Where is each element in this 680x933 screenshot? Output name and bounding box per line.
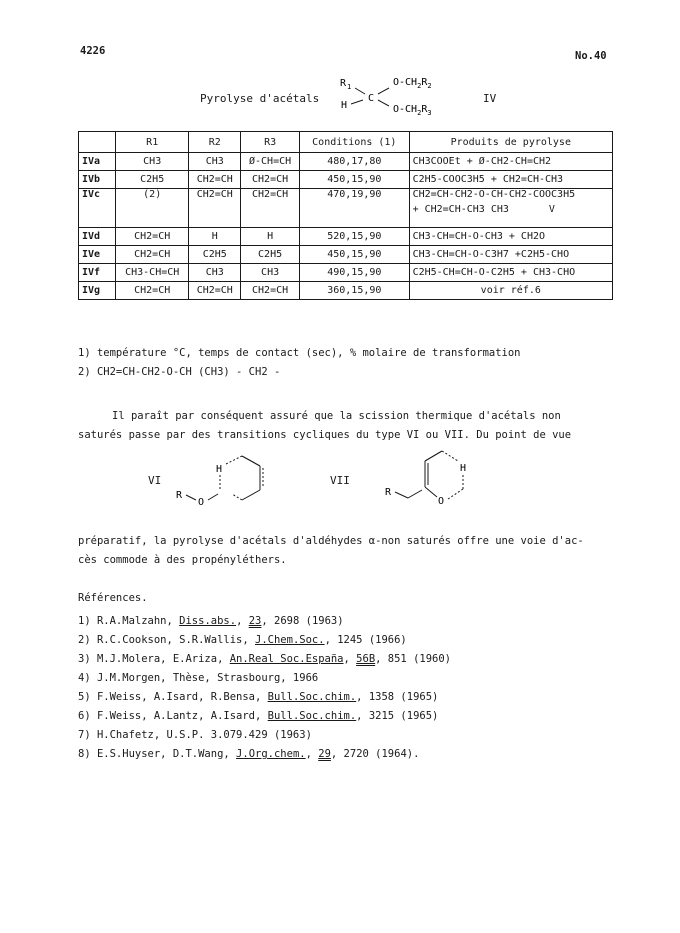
reference-item: 2) R.C.Cookson, S.R.Wallis, J.Chem.Soc., 1245 (1966): [78, 634, 407, 646]
col-header-r2: R2: [189, 132, 241, 153]
acetal-formula: [335, 70, 475, 120]
formula-roman: IV: [483, 92, 497, 105]
paragraph-line-2: saturés passe par des transitions cycliques du type VI ou VII. Du point de vue: [78, 429, 572, 441]
vi-r: R: [176, 490, 183, 501]
svg-text:O-CH2R2: [393, 77, 432, 90]
cell-r3: CH2=CH: [241, 171, 300, 189]
cell-r3: Ø-CH=CH: [241, 153, 300, 171]
page-number: 4226: [80, 45, 106, 57]
product-line-2: [413, 204, 609, 215]
table-header-row: [79, 132, 613, 153]
references-heading: Références.: [78, 592, 148, 604]
cell-r2: CH2=CH: [189, 282, 241, 300]
cell-r1: CH2=CH: [116, 282, 189, 300]
cell-r3: CH2=CH: [241, 282, 300, 300]
cell-r3: CH3: [241, 264, 300, 282]
cell-conditions: 520,15,90: [300, 228, 410, 246]
cell-products: CH3COOEt + Ø-CH2-CH=CH2: [409, 153, 612, 171]
cell-products: [409, 189, 612, 228]
reference-item: 8) E.S.Huyser, D.T.Wang, J.Org.chem., 29, 2720 (1964).: [78, 748, 420, 760]
cell-id: IVa: [79, 153, 116, 171]
table-row: [79, 153, 613, 171]
formula-top-c: R: [421, 77, 428, 88]
col-header-products: Produits de pyrolyse: [409, 132, 612, 153]
table-row: [79, 171, 613, 189]
svg-text:O-CH2R3: [393, 104, 432, 117]
cell-r1: CH3-CH=CH: [116, 264, 189, 282]
cell-r1: CH2=CH: [116, 228, 189, 246]
cell-r3: C2H5: [241, 246, 300, 264]
cell-products: voir réf.6: [409, 282, 612, 300]
cell-products: CH3-CH=CH-O-C3H7 +C2H5-CHO: [409, 246, 612, 264]
cell-products: CH3-CH=CH-O-CH3 + CH2O: [409, 228, 612, 246]
cell-r1: C2H5: [116, 171, 189, 189]
product-line-2-text: + CH2=CH-CH3 CH3: [412, 204, 509, 215]
formula-bot-b: 2: [417, 109, 422, 117]
footnote-1: 1) température °C, temps de contact (sec), % molaire de transformation: [78, 347, 521, 359]
col-header-conditions: Conditions (1): [300, 132, 410, 153]
vii-h: H: [460, 463, 467, 474]
paragraph-line-1: Il paraît par conséquent assuré que la scission thermique d'acétals non: [112, 410, 561, 422]
cell-products: C2H5-CH=CH-O-C2H5 + CH3-CHO: [409, 264, 612, 282]
table-row: [79, 246, 613, 264]
product-line-1: CH2=CH-CH2-O-CH-CH2-COOC3H5: [412, 189, 576, 200]
table-row: [79, 228, 613, 246]
cell-id: IVf: [79, 264, 116, 282]
table-row: [79, 264, 613, 282]
cell-r1: CH3: [116, 153, 189, 171]
structure-vii-label: VII: [330, 474, 350, 487]
formula-bot-c: R: [421, 104, 428, 115]
cell-r1: (2): [116, 189, 189, 228]
col-header-r3: R3: [241, 132, 300, 153]
table-row: [79, 189, 613, 228]
section-title: Pyrolyse d'acétals: [200, 92, 320, 105]
formula-bot-a: O-CH: [393, 104, 418, 115]
formula-r1-sub: 1: [347, 83, 352, 91]
col-header-id: [79, 132, 116, 153]
reference-item: 4) J.M.Morgen, Thèse, Strasbourg, 1966: [78, 672, 319, 684]
paragraph-line-3: préparatif, la pyrolyse d'acétals d'aldéhydes α-non saturés offre une voie d'ac-: [78, 535, 584, 547]
cell-r3: CH2=CH: [241, 189, 300, 228]
cell-conditions: 450,15,90: [300, 246, 410, 264]
reference-item: 3) M.J.Molera, E.Ariza, An.Real Soc.España, 56B, 851 (1960): [78, 653, 451, 665]
vi-h: H: [216, 464, 223, 475]
journal-issue: No.40: [575, 50, 607, 62]
structure-vii: [380, 445, 490, 520]
formula-r1: R: [340, 78, 347, 89]
cell-r2: H: [189, 228, 241, 246]
formula-c: C: [368, 93, 375, 104]
cell-conditions: 490,15,90: [300, 264, 410, 282]
formula-bot-d: 3: [427, 109, 432, 117]
formula-top-d: 2: [427, 82, 432, 90]
vi-o: O: [198, 497, 205, 508]
footnote-2: 2) CH2=CH-CH2-O-CH (CH3) - CH2 -: [78, 366, 281, 378]
cell-r1: CH2=CH: [116, 246, 189, 264]
cell-r2: CH3: [189, 153, 241, 171]
formula-h: H: [341, 100, 348, 111]
formula-top-a: O-CH: [393, 77, 418, 88]
cell-r2: C2H5: [189, 246, 241, 264]
cell-conditions: 450,15,90: [300, 171, 410, 189]
vii-r: R: [385, 487, 392, 498]
cell-r2: CH3: [189, 264, 241, 282]
vii-o: O: [438, 496, 445, 507]
cell-id: IVd: [79, 228, 116, 246]
table-row: [79, 282, 613, 300]
cell-r3: H: [241, 228, 300, 246]
cell-conditions: 470,19,90: [300, 189, 410, 228]
reference-item: 1) R.A.Malzahn, Diss.abs., 23, 2698 (1963): [78, 615, 344, 627]
cell-id: IVg: [79, 282, 116, 300]
reference-item: 6) F.Weiss, A.Lantz, A.Isard, Bull.Soc.chim., 3215 (1965): [78, 710, 439, 722]
pyrolysis-table: [78, 131, 613, 300]
cell-conditions: 360,15,90: [300, 282, 410, 300]
cell-products: C2H5-COOC3H5 + CH2=CH-CH3: [409, 171, 612, 189]
cell-r2: CH2=CH: [189, 189, 241, 228]
cell-id: IVb: [79, 171, 116, 189]
reference-item: 5) F.Weiss, A.Isard, R.Bensa, Bull.Soc.chim., 1358 (1965): [78, 691, 439, 703]
structure-vi: [170, 450, 280, 520]
structure-vi-label: VI: [148, 474, 162, 487]
cell-conditions: 480,17,80: [300, 153, 410, 171]
reference-item: 7) H.Chafetz, U.S.P. 3.079.429 (1963): [78, 729, 312, 741]
formula-top-b: 2: [417, 82, 422, 90]
paragraph-line-4: cès commode à des propényléthers.: [78, 554, 287, 566]
cell-id: IVc: [79, 189, 116, 228]
cell-r2: CH2=CH: [189, 171, 241, 189]
col-header-r1: R1: [116, 132, 189, 153]
product-label-v: V: [548, 204, 555, 215]
cell-id: IVe: [79, 246, 116, 264]
